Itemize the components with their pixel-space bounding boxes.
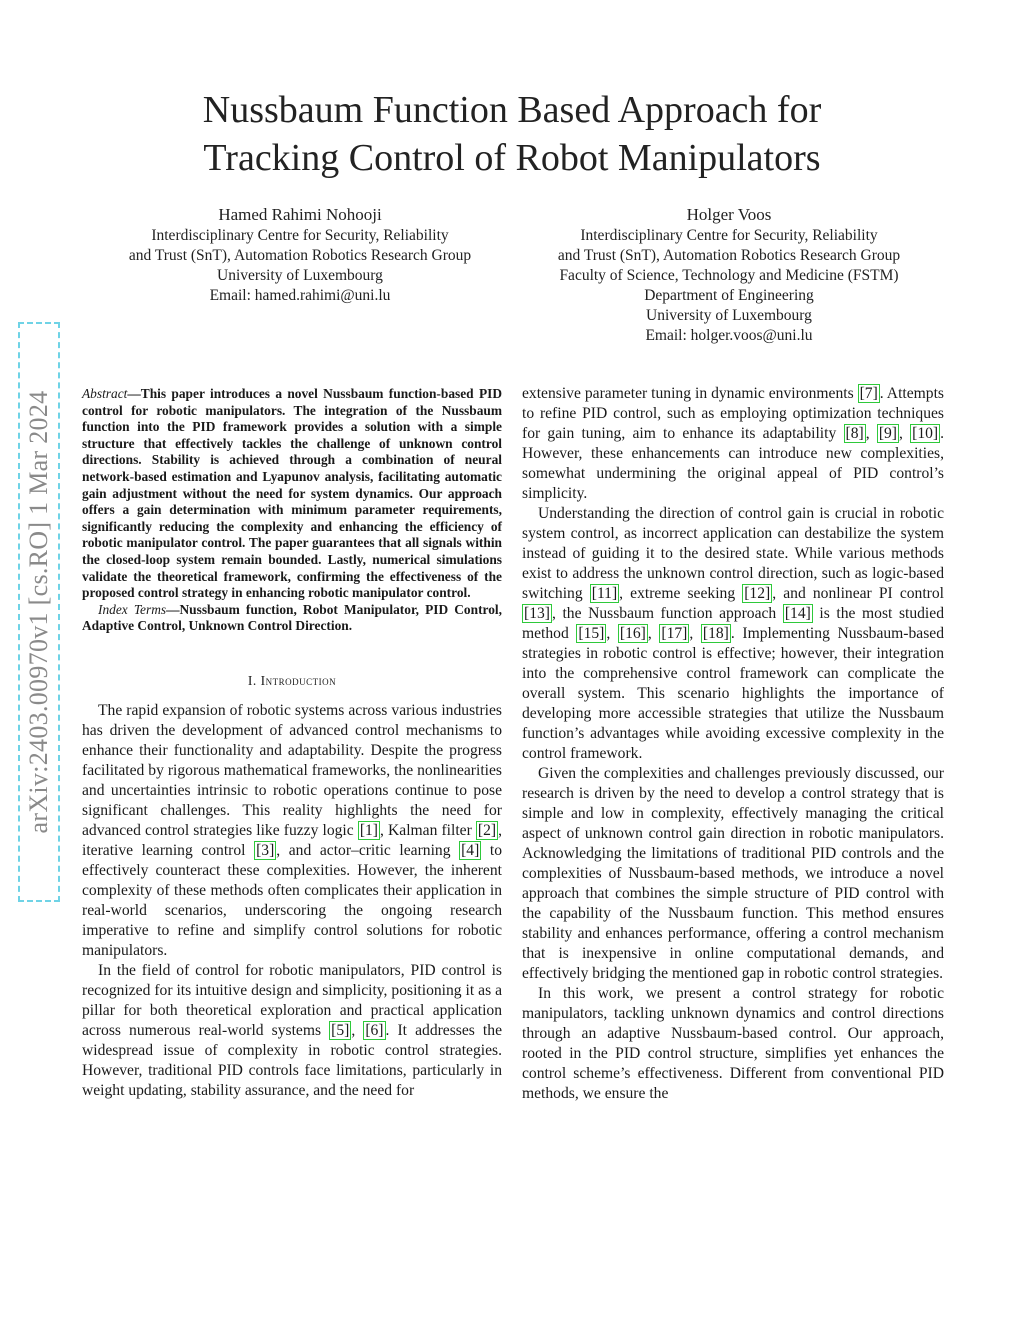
text-run: , <box>899 425 911 442</box>
author-email: Email: holger.voos@uni.lu <box>645 327 813 344</box>
citation-link[interactable]: [6] <box>365 1021 384 1039</box>
citation-link[interactable]: [5] <box>331 1021 350 1039</box>
text-run: , extreme seeking <box>619 585 743 602</box>
arxiv-identifier: arXiv:2403.00970v1 [cs.RO] 1 Mar 2024 <box>24 390 53 834</box>
text-run: The rapid expansion of robotic systems across various industries has driven the development of advanced control mechanisms to enhance their functionality and adaptability. Despite the progress facilitated by rigorous mathematical frameworks, the nonlinearities and uncertainties intrinsic to robotic operations continue to pose significant challenges. This reality highlights the need for advanced control strategies like fuzzy logic <box>82 701 502 839</box>
citation-link[interactable]: [8] <box>845 425 864 442</box>
citation-link[interactable]: [18] <box>702 625 729 642</box>
citation-link[interactable]: [1] <box>359 821 378 839</box>
intro-paragraph: Given the complexities and challenges previously discussed, our research is driven by the need to develop a control strategy that is simple and low in complexity, effectively managing the critical aspect of unknown control gain direction in robotic manipulators. Acknowledging the limitations of traditional PID controls and the complexities of Nussbaum-based methods, we introduce a novel approach that combines the simple structure of PID control with the capability of the Nussbaum function. This method ensures stability and enhances performance, offering a control mechanism that is inexpensive in online computational demands, and effectively bridging the mentioned gap in robotic control strategies. <box>522 765 944 982</box>
text-run: . Attempts to refine PID control, such as employing optimization techniques for gain tuning, aim to enhance its adaptability <box>522 385 944 442</box>
citation-link[interactable]: [15] <box>578 625 605 642</box>
index-terms <box>82 602 502 635</box>
paper-title <box>0 86 1024 182</box>
section-heading-introduction: I. Introduction <box>247 672 337 688</box>
author-affiliation-line: Faculty of Science, Technology and Medicine (FSTM) <box>559 267 899 284</box>
author-block-1 <box>80 204 520 306</box>
abstract-label: Abstract <box>82 386 128 401</box>
citation-link[interactable]: [7] <box>859 385 878 402</box>
citation-link[interactable]: [10] <box>912 425 939 442</box>
text-run: , iterative learning control <box>82 821 503 859</box>
text-run: , <box>351 1021 364 1039</box>
citation-link[interactable]: [16] <box>619 625 646 642</box>
author-affiliation-line: University of Luxembourg <box>646 307 812 324</box>
text-run: is the most studied method <box>522 605 944 642</box>
intro-paragraph <box>82 701 502 961</box>
text-run: , Kalman filter <box>380 821 476 839</box>
text-run: , <box>606 625 618 642</box>
text-run: , <box>647 625 660 642</box>
citation-link[interactable]: [13] <box>524 605 550 622</box>
citation-link[interactable]: [3] <box>256 841 275 859</box>
intro-paragraph <box>82 961 502 1101</box>
text-run: In the field of control for robotic manipulators, PID control is recognized for its intuitive design and simplicity, positioning it as a pillar for both theoretical exploration and practical application across numerous real-world systems <box>82 961 502 1039</box>
citation-link[interactable]: [2] <box>477 821 497 839</box>
text-run: to effectively counteract these complexities. However, the inherent complexity of these methods often complicates their application in real-world scenarios, underscoring the ongoing research imperative to refine and simplify control solutions for robotic manipulators. <box>82 841 503 959</box>
author-name: Holger Voos <box>686 205 772 224</box>
text-run: , the Nussbaum function approach <box>551 605 783 622</box>
author-affiliation-line: Interdisciplinary Centre for Security, Reliability <box>151 227 449 244</box>
abstract-text: —This paper introduces a novel Nussbaum function-based PID control for robotic manipulators. The integration of the Nussbaum function into the PID framework provides a solution with a simple structure that effectively tackles the challenge of unknown control directions. Stability is achieved through a combination of neural network-based estimation and Lyapunov analysis, facilitating automatic gain adjustment without the need for system dynamics. Our approach offers a gain determination with minimum parameter requirements, significantly reducing the complexity and enhancing the efficiency of robotic manipulator control. The paper guarantees that all signals within the closed-loop system remain bounded. Lastly, numerical simulations validate the theoretical framework, confirming the effectiveness of the proposed control strategy in enhancing robotic manipulator control. <box>82 386 502 601</box>
text-run: . It addresses the widespread issue of complexity in robotic control strategies. However, traditional PID controls face limitations, particularly in weight updating, stability assurance, and the need for <box>82 1021 502 1099</box>
text-run: , and actor–critic learning <box>276 841 460 859</box>
author-block-2 <box>514 204 944 346</box>
text-run: extensive parameter tuning in dynamic environments <box>522 385 858 402</box>
text-run: , and nonlinear PI control <box>772 585 944 602</box>
text-run: . Implementing Nussbaum-based strategies in robotic control is effective; however, their integration into the comprehensive control framework can complicate the overall system. This scenario highlights the importance of developing more accessible strategies that utilize the Nussbaum function’s advantages while avoiding excessive complexity in the control framework. <box>522 625 945 762</box>
intro-paragraph <box>522 504 944 764</box>
citation-link[interactable]: [14] <box>784 605 811 622</box>
author-affiliation-line: and Trust (SnT), Automation Robotics Research Group <box>128 247 472 264</box>
author-affiliation-line: Interdisciplinary Centre for Security, Reliability <box>580 227 878 244</box>
index-terms-label: Index Terms <box>98 601 167 617</box>
text-run: , <box>689 625 701 642</box>
title-line-1: Nussbaum Function Based Approach for <box>202 89 822 131</box>
title-line-2: Tracking Control of Robot Manipulators <box>203 137 821 179</box>
author-email: Email: hamed.rahimi@uni.lu <box>209 287 391 304</box>
citation-link[interactable]: [9] <box>878 425 897 442</box>
author-name: Hamed Rahimi Nohooji <box>218 205 382 224</box>
intro-paragraph: In this work, we present a control strategy for robotic manipulators, tackling unknown dynamics and control directions through an adaptive Nussbaum-based control. Our approach, rooted in the PID control structure, simplifies yet enhances the control scheme’s effectiveness. Different from conventional PID methods, we ensure the <box>522 985 944 1102</box>
intro-paragraph <box>522 384 944 504</box>
right-column <box>522 384 944 1104</box>
author-affiliation-line: Department of Engineering <box>644 287 814 304</box>
text-run: Understanding the direction of control gain is crucial in robotic system control, as incorrect application can destabilize the system instead of guiding it to the desired state. While various methods exist to address the unknown control direction, such as logic-based switching <box>522 505 944 602</box>
text-run: . However, these enhancements can introduce new complexities, somewhat undermining the original appeal of PID control’s simplicity. <box>522 425 945 502</box>
author-affiliation-line: and Trust (SnT), Automation Robotics Research Group <box>557 247 901 264</box>
citation-link[interactable]: [4] <box>461 841 480 859</box>
text-run: , <box>865 425 877 442</box>
left-column <box>82 386 502 1101</box>
author-affiliation-line: University of Luxembourg <box>217 267 383 284</box>
index-terms-text: —Nussbaum function, Robot Manipulator, PID Control, Adaptive Control, Unknown Control Direction. <box>82 601 503 634</box>
citation-link[interactable]: [11] <box>591 585 618 602</box>
citation-link[interactable]: [17] <box>661 625 688 642</box>
abstract <box>82 386 502 602</box>
arxiv-stamp <box>18 322 60 902</box>
citation-link[interactable]: [12] <box>744 585 771 602</box>
